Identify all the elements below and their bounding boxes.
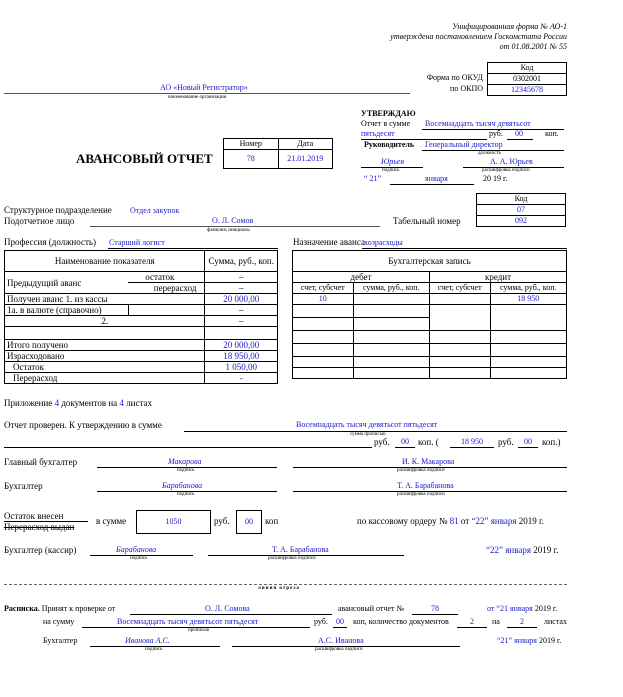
purpose-label: Назначение аванса: [293, 237, 365, 247]
spent-value: 18 950,00: [205, 351, 278, 362]
organization-name: АО «Новый Регистратор»: [160, 83, 248, 92]
receipt-kop-docs: коп, количество документов: [353, 617, 449, 626]
receipt-report-no: 78: [431, 604, 439, 613]
date-header: Дата: [278, 139, 333, 150]
over-label: Перерасход: [5, 373, 205, 384]
total-value: 20 000,00: [205, 340, 278, 351]
approve-day: “ 21”: [364, 174, 382, 183]
cash-order: по кассовому ордеру № 81 от “22” января 2019 г.: [357, 516, 544, 526]
in-sum-label: в сумме: [96, 516, 127, 526]
remainder-label: остаток: [128, 272, 205, 283]
credit-amount-1: 18 950: [490, 294, 567, 305]
position-caption: должность: [478, 151, 501, 156]
acc-label: Бухгалтер: [4, 481, 43, 491]
item2-value: –: [205, 316, 278, 327]
overspend-label: перерасход: [128, 283, 205, 294]
cash-kop: коп: [265, 516, 279, 526]
remainder-value: –: [205, 272, 278, 283]
chief-decoded-caption: расшифровка подписи: [397, 468, 445, 473]
approve-sum-label: Отчет в сумме: [361, 119, 411, 128]
receipt-from-name: О. Л. Сомова: [205, 604, 250, 613]
received-label: Получен аванс 1. из кассы: [5, 294, 205, 305]
head-signature: Юрьев: [381, 157, 404, 166]
doc-number: 78: [224, 150, 279, 169]
cut-line-label: линия отреза: [258, 586, 300, 591]
acc-name: Т. А. Барабанова: [397, 481, 454, 490]
cashier-signature: Барабанова: [116, 545, 157, 554]
acc-sign-caption: подпись: [177, 492, 195, 497]
code-header: Код: [488, 63, 567, 74]
dept-label: Структурное подразделение: [4, 205, 112, 215]
attachment-line: Приложение 4 документов на 4 листах: [4, 398, 152, 408]
head-position: Генеральный директор: [425, 140, 503, 149]
col-sum: Сумма, руб., коп.: [205, 251, 278, 272]
overspend-value: –: [205, 283, 278, 294]
okud-value: 0302001: [488, 74, 567, 85]
receipt-acc-name: А.С. Иванова: [318, 636, 364, 645]
received-value: 20 000,00: [205, 294, 278, 305]
total-label: Итого получено: [5, 340, 205, 351]
tab-number: 092: [477, 216, 566, 227]
chief-label: Главный бухгалтер: [4, 457, 78, 467]
person-caption: фамилия, инициалы: [207, 228, 250, 233]
person-label: Подотчетное лицо: [4, 216, 75, 226]
checked-words: Восемнадцать тысяч девятьсот пятьдесят: [296, 420, 438, 429]
over-out-label: Перерасход выдан: [4, 522, 75, 532]
cash-kop-field[interactable]: 00: [236, 510, 262, 534]
chief-signature: Макарова: [168, 457, 202, 466]
attachment-docs: 4: [54, 398, 60, 408]
receipt-on: на: [492, 617, 500, 626]
checked-rub: руб.: [374, 437, 390, 447]
tab-label: Табельный номер: [393, 216, 461, 226]
approve-title: УТВЕРЖДАЮ: [361, 109, 416, 118]
okud-label: Форма по ОКУД: [426, 73, 483, 82]
receipt-decoded-caption: расшифровка подписи: [315, 647, 363, 652]
purpose-value: хозрасходы: [364, 238, 403, 247]
receipt-report-no-label: авансовый отчет №: [338, 604, 405, 613]
approve-year: 20 19 г.: [483, 174, 508, 183]
cash-amount-field[interactable]: 1050: [136, 510, 211, 534]
receipt-sheets: 2: [520, 617, 524, 626]
cashier-sign-caption: подпись: [130, 556, 148, 561]
rest-in-label: Остаток внесен: [4, 511, 64, 521]
empty-row: [5, 327, 205, 340]
credit-header: кредит: [429, 272, 566, 283]
receipt-sum-words: Восемнадцать тысяч девятьсот пятьдесят: [117, 617, 259, 626]
approve-sum-words-1: Восемнадцать тысяч девятьсот: [425, 119, 531, 128]
receipt-sum-label: на сумму: [43, 617, 75, 626]
receipt-rub: руб.: [314, 617, 328, 626]
form-line-2: утверждена постановлением Госкомстата России: [390, 32, 567, 41]
receipt-bottom-date: “21” января 2019 г.: [497, 636, 562, 645]
approve-kop-label: коп.: [545, 129, 559, 138]
currency-label: 1а. в валюте (справочно): [5, 305, 129, 316]
item2-label: 2.: [5, 316, 205, 327]
rest-value: 1 050,00: [205, 362, 278, 373]
debit-amount-header: сумма, руб., коп.: [353, 283, 429, 294]
head-decoded: А. А. Юрьев: [490, 157, 533, 166]
receipt-title-line: Расписка. Принят к проверке от: [4, 604, 116, 613]
credit-amount-header: сумма, руб., коп.: [490, 283, 567, 294]
checked-kop2: коп.): [542, 437, 561, 447]
form-line-3: от 01.08.2001 № 55: [499, 42, 567, 51]
debit-account-1: 10: [293, 294, 354, 305]
doc-number-table: [223, 138, 333, 169]
profession-label: Профессия (должность): [4, 237, 96, 247]
chief-name: И. К. Макарова: [402, 457, 455, 466]
receipt-kop-value: 00: [336, 617, 344, 626]
approve-kop: 00: [515, 129, 523, 138]
order-number: 81: [449, 516, 459, 526]
over-value: -: [205, 373, 278, 384]
head-label: Руководитель: [364, 140, 415, 149]
approve-sum-words-2: пятьдесят: [361, 129, 395, 138]
cash-rub: руб.: [214, 516, 230, 526]
receipt-acc-signature: Иванова А.С.: [125, 636, 170, 645]
info-code-header: Код: [477, 194, 566, 205]
rest-label: Остаток: [5, 362, 205, 373]
person-value: О. Л. Сомов: [212, 216, 254, 225]
receipt-title: Расписка.: [4, 604, 40, 613]
receipt-sheets-label: листах: [544, 617, 567, 626]
form-line-1: Унифицированная форма № АО-1: [452, 22, 567, 31]
receipt-docs: 2: [470, 617, 474, 626]
number-header: Номер: [224, 139, 279, 150]
okpo-value: 12345678: [488, 85, 567, 96]
receipt-date: от “21 января 2019 г.: [487, 604, 558, 613]
credit-account-header: счет, субсчет: [429, 283, 490, 294]
head-signature-caption: подпись: [382, 168, 400, 173]
checked-words-caption: сумма прописью: [350, 432, 386, 437]
checked-label: Отчет проверен. К утверждению в сумме: [4, 420, 162, 430]
receipt-sign-caption: подпись: [145, 647, 163, 652]
cashier-label: Бухгалтер (кассир): [4, 545, 77, 555]
profession-value: Старший логист: [109, 238, 165, 247]
accounting-table: [292, 250, 567, 379]
acc-signature: Барабанова: [162, 481, 203, 490]
debit-header: дебет: [293, 272, 430, 283]
cashier-date: “22” января 2019 г.: [486, 545, 559, 555]
okud-code-table: [487, 62, 567, 96]
approve-month: января: [425, 174, 448, 183]
checked-num: 18 950: [461, 437, 483, 446]
organization-caption: наименование организации: [168, 95, 227, 100]
prev-advance-label: Предыдущий аванс: [5, 272, 129, 294]
cashier-name: Т. А. Барабанова: [272, 545, 329, 554]
spent-label: Израсходовано: [5, 351, 205, 362]
currency-value: –: [205, 305, 278, 316]
chief-sign-caption: подпись: [177, 468, 195, 473]
checked-rub2: руб.: [498, 437, 514, 447]
head-decoded-caption: расшифровка подписи: [482, 168, 530, 173]
approve-rub: руб.: [489, 129, 503, 138]
currency-input[interactable]: [128, 305, 205, 316]
dept-value: Отдел закупок: [130, 206, 180, 215]
page-title: АВАНСОВЫЙ ОТЧЕТ: [76, 151, 213, 166]
receipt-acc-label: Бухгалтер: [43, 636, 78, 645]
debit-account-header: счет, субсчет: [293, 283, 354, 294]
dept-code-table: [476, 193, 566, 227]
receipt-sum-caption: прописью: [188, 628, 210, 633]
cashier-decoded-caption: расшифровка подписи: [268, 556, 316, 561]
checked-kop-value: 00: [401, 437, 409, 446]
checked-kop2-value: 00: [524, 437, 532, 446]
attachment-sheets: 4: [119, 398, 124, 408]
col-indicator: Наименование показателя: [5, 251, 205, 272]
checked-kop: коп. (: [418, 437, 439, 447]
advance-table: [4, 250, 278, 384]
okpo-label: по ОКПО: [450, 84, 483, 93]
dept-code: 07: [477, 205, 566, 216]
doc-date: 21.01.2019: [278, 150, 333, 169]
acc-decoded-caption: расшифровка подписи: [397, 492, 445, 497]
accounting-title: Бухгалтерская запись: [293, 251, 567, 272]
